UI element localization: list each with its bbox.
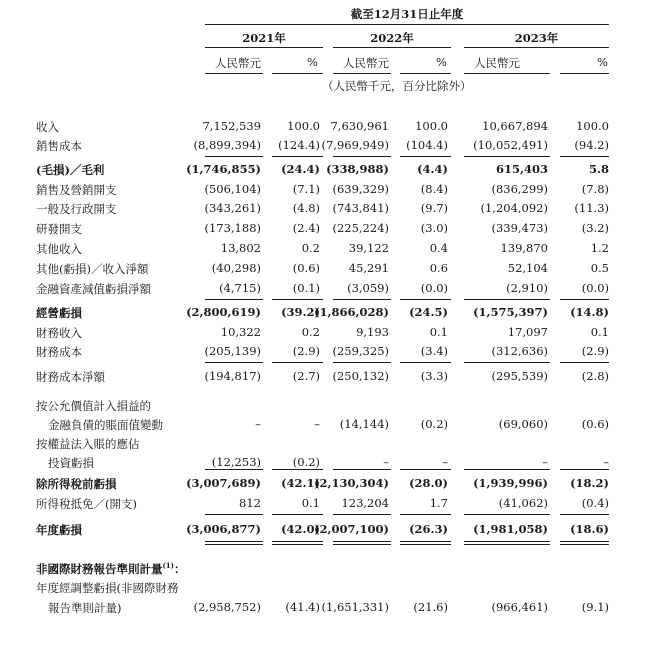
subtotal-rule	[272, 514, 323, 515]
subtotal-rule	[205, 469, 263, 470]
cell-value: (18.6)	[570, 522, 609, 536]
subtotal-rule	[333, 156, 391, 157]
cell-value: 0.1	[301, 496, 320, 510]
total-double-rule	[560, 541, 609, 545]
cell-value: (836,299)	[491, 182, 548, 196]
cell-value: (42.1)	[281, 476, 320, 490]
footnote-marker: (1)	[162, 561, 174, 571]
cell-value: (40,298)	[211, 261, 261, 275]
cell-value: (2.9)	[581, 344, 609, 358]
period-header: 截至12月31日止年度	[350, 7, 464, 21]
cell-value: (2.8)	[581, 369, 609, 383]
cell-value: (2,007,100)	[314, 522, 389, 536]
cell-value: 17,097	[507, 325, 548, 339]
subtotal-rule	[560, 362, 609, 363]
cell-value: (639,329)	[332, 182, 389, 196]
row-label: 金融資產減值虧損淨額	[36, 282, 151, 296]
cell-value: (0.6)	[581, 417, 609, 431]
cell-value: (966,461)	[491, 600, 548, 614]
cell-value: (506,104)	[204, 182, 261, 196]
cell-value: (2,958,752)	[193, 600, 261, 614]
cell-value: (339,473)	[491, 221, 548, 235]
cell-value: (1,866,028)	[314, 305, 389, 319]
cell-value: (1,939,996)	[473, 476, 548, 490]
subtotal-rule	[400, 299, 451, 300]
subtotal-rule	[464, 469, 550, 470]
cell-value: (194,817)	[204, 369, 261, 383]
non-ifrs-heading	[36, 561, 186, 577]
cell-value: (4.8)	[292, 201, 320, 215]
cell-value: (1,575,397)	[473, 305, 548, 319]
cell-value: (4,715)	[219, 281, 261, 295]
cell-value: (124.4)	[278, 138, 320, 152]
cell-value: (0.4)	[581, 496, 609, 510]
subtotal-rule	[560, 299, 609, 300]
cell-value: (8,899,394)	[193, 138, 261, 152]
cell-value: (104.4)	[406, 138, 448, 152]
total-double-rule	[205, 541, 263, 545]
cell-value: (3.3)	[420, 369, 448, 383]
non-ifrs-row-label-continued: 報告準則計量)	[48, 601, 122, 615]
cell-value: (2.4)	[292, 221, 320, 235]
cell-value: 13,802	[220, 241, 261, 255]
cell-value: 1.2	[590, 241, 609, 255]
cell-value: (69,060)	[498, 417, 548, 431]
subtotal-rule	[333, 299, 391, 300]
subtotal-rule	[464, 156, 550, 157]
cell-value: (9.1)	[581, 600, 609, 614]
cell-value: (343,261)	[204, 201, 261, 215]
subtotal-rule	[400, 469, 451, 470]
cell-value: 52,104	[507, 261, 548, 275]
subtotal-rule	[400, 514, 451, 515]
cell-value: 0.2	[301, 325, 320, 339]
cell-value: (0.1)	[292, 281, 320, 295]
cell-value: (28.0)	[409, 476, 448, 490]
col-rule-2021-pct	[272, 73, 323, 74]
col-pct-2023: %	[597, 55, 608, 69]
cell-value: (2,130,304)	[314, 476, 389, 490]
subtotal-rule	[272, 156, 323, 157]
cell-value: 100.0	[576, 119, 609, 133]
year-2021: 2021年	[242, 31, 286, 45]
subtotal-rule	[464, 514, 550, 515]
row-label: 年度虧損	[36, 523, 82, 537]
cell-value: (8.4)	[420, 182, 448, 196]
year-rule-2023	[464, 47, 609, 48]
cell-value: (3.4)	[420, 344, 448, 358]
col-rule-2023-value	[464, 73, 550, 74]
row-label: 收入	[36, 120, 59, 134]
cell-value: 615,403	[495, 162, 548, 176]
cell-value: (14,144)	[339, 417, 389, 431]
year-rule-2022	[333, 47, 451, 48]
subtotal-rule	[400, 362, 451, 363]
subtotal-rule	[333, 362, 391, 363]
row-label: 銷售成本	[36, 139, 82, 153]
col-pct-2022: %	[436, 55, 447, 69]
cell-value: (0.6)	[292, 261, 320, 275]
cell-value: (2,910)	[506, 281, 548, 295]
subtotal-rule	[464, 299, 550, 300]
cell-value: –	[542, 455, 548, 469]
cell-value: (41,062)	[498, 496, 548, 510]
year-2023: 2023年	[514, 31, 559, 45]
col-value-2021: 人民幣元	[215, 56, 261, 70]
col-rule-2023-pct	[560, 73, 609, 74]
cell-value: (2,800,619)	[186, 305, 261, 319]
cell-value: 10,667,894	[482, 119, 548, 133]
subtotal-rule	[272, 362, 323, 363]
cell-value: (2.7)	[292, 369, 320, 383]
cell-value: (205,139)	[204, 344, 261, 358]
cell-value: (0.0)	[420, 281, 448, 295]
subtotal-rule	[205, 156, 263, 157]
cell-value: 139,870	[500, 241, 548, 255]
cell-value: (1,746,855)	[186, 162, 261, 176]
cell-value: (42.0)	[281, 522, 320, 536]
year-rule-2021	[205, 47, 323, 48]
cell-value: 7,152,539	[202, 119, 261, 133]
cell-value: (259,325)	[332, 344, 389, 358]
cell-value: (4.4)	[417, 162, 448, 176]
col-pct-2021: %	[307, 55, 318, 69]
cell-value: (18.2)	[570, 476, 609, 490]
cell-value: (1,651,331)	[321, 600, 389, 614]
cell-value: (94.2)	[574, 138, 609, 152]
cell-value: –	[442, 455, 448, 469]
total-double-rule	[464, 541, 550, 545]
subtotal-rule	[205, 362, 263, 363]
subtotal-rule	[333, 469, 391, 470]
subtotal-rule	[560, 514, 609, 515]
row-label: 所得稅抵免／(開支)	[36, 497, 137, 511]
cell-value: 9,193	[356, 325, 389, 339]
cell-value: (9.7)	[420, 201, 448, 215]
cell-value: 7,630,961	[330, 119, 389, 133]
cell-value: 0.2	[301, 241, 320, 255]
cell-value: –	[383, 455, 389, 469]
row-label: 一般及行政開支	[36, 202, 117, 216]
cell-value: (3.0)	[420, 221, 448, 235]
subtotal-rule	[560, 469, 609, 470]
cell-value: 100.0	[415, 119, 448, 133]
cell-value: 123,204	[341, 496, 389, 510]
row-label: 按公允價值計入損益的	[36, 399, 151, 413]
total-double-rule	[400, 541, 451, 545]
row-label: 經營虧損	[36, 306, 82, 320]
year-2022: 2022年	[370, 31, 414, 45]
cell-value: (24.5)	[409, 305, 448, 319]
row-label-continued: 金融負債的賬面值變動	[48, 418, 163, 432]
row-label: 其他(虧損)／收入淨額	[36, 262, 149, 276]
heading-colon: ：	[174, 562, 186, 576]
cell-value: (173,188)	[204, 221, 261, 235]
cell-value: (14.8)	[570, 305, 609, 319]
subtotal-rule	[272, 469, 323, 470]
cell-value: (12,253)	[211, 455, 261, 469]
cell-value: (3,007,689)	[186, 476, 261, 490]
row-label: 財務成本淨額	[36, 370, 105, 384]
cell-value: 39,122	[348, 241, 389, 255]
row-label: 按權益法入賬的應佔	[36, 437, 140, 451]
cell-value: (41.4)	[285, 600, 320, 614]
cell-value: (225,224)	[332, 221, 389, 235]
cell-value: –	[603, 455, 609, 469]
cell-value: (1,981,058)	[473, 522, 548, 536]
row-label: (毛損)／毛利	[36, 163, 105, 177]
cell-value: 0.4	[429, 241, 448, 255]
subtotal-rule	[205, 514, 263, 515]
cell-value: (3.2)	[581, 221, 609, 235]
cell-value: (7.1)	[292, 182, 320, 196]
row-label-continued: 投資虧損	[48, 456, 94, 470]
cell-value: 0.6	[429, 261, 448, 275]
cell-value: 5.8	[588, 162, 609, 176]
cell-value: 0.1	[429, 325, 448, 339]
cell-value: (24.4)	[281, 162, 320, 176]
cell-value: (21.6)	[413, 600, 448, 614]
cell-value: (7,969,949)	[321, 138, 389, 152]
cell-value: (39.2)	[281, 305, 320, 319]
col-rule-2022-value	[333, 73, 391, 74]
cell-value: (295,539)	[491, 369, 548, 383]
cell-value: (338,988)	[326, 162, 389, 176]
cell-value: –	[314, 417, 320, 431]
cell-value: (10,052,491)	[473, 138, 548, 152]
col-value-2023: 人民幣元	[474, 56, 520, 70]
subtotal-rule	[205, 299, 263, 300]
subtotal-rule	[400, 156, 451, 157]
subtotal-rule	[333, 514, 391, 515]
cell-value: (7.8)	[581, 182, 609, 196]
row-label: 財務成本	[36, 345, 82, 359]
cell-value: (2.9)	[292, 344, 320, 358]
cell-value: (0.2)	[420, 417, 448, 431]
cell-value: (743,841)	[332, 201, 389, 215]
cell-value: (0.2)	[292, 455, 320, 469]
row-label: 除所得稅前虧損	[36, 477, 117, 491]
total-double-rule	[272, 541, 323, 545]
cell-value: 100.0	[287, 119, 320, 133]
cell-value: (0.0)	[581, 281, 609, 295]
cell-value: 45,291	[348, 261, 389, 275]
cell-value: (250,132)	[332, 369, 389, 383]
cell-value: 812	[239, 496, 261, 510]
cell-value: (11.3)	[574, 201, 609, 215]
cell-value: 1.7	[429, 496, 448, 510]
row-label: 研發開支	[36, 222, 82, 236]
cell-value: (26.3)	[409, 522, 448, 536]
header-rule-top	[205, 24, 609, 25]
cell-value: 10,322	[220, 325, 261, 339]
cell-value: (1,204,092)	[480, 201, 548, 215]
subtotal-rule	[464, 362, 550, 363]
cell-value: (312,636)	[491, 344, 548, 358]
col-rule-2021-value	[205, 73, 263, 74]
col-rule-2022-pct	[400, 73, 451, 74]
row-label: 銷售及營銷開支	[36, 183, 117, 197]
cell-value: –	[255, 417, 261, 431]
row-label: 其他收入	[36, 242, 82, 256]
unit-note: （人民幣千元，百分比除外）	[322, 79, 472, 93]
subtotal-rule	[560, 156, 609, 157]
non-ifrs-heading-text: 非國際財務報告準則計量	[36, 562, 163, 576]
total-double-rule	[333, 541, 391, 545]
cell-value: (3,059)	[347, 281, 389, 295]
cell-value: (3,006,877)	[186, 522, 261, 536]
subtotal-rule	[272, 299, 323, 300]
row-label: 財務收入	[36, 326, 82, 340]
col-value-2022: 人民幣元	[343, 56, 389, 70]
cell-value: 0.5	[590, 261, 609, 275]
cell-value: 0.1	[590, 325, 609, 339]
non-ifrs-row-label: 年度經調整虧損(非國際財務	[36, 581, 179, 595]
